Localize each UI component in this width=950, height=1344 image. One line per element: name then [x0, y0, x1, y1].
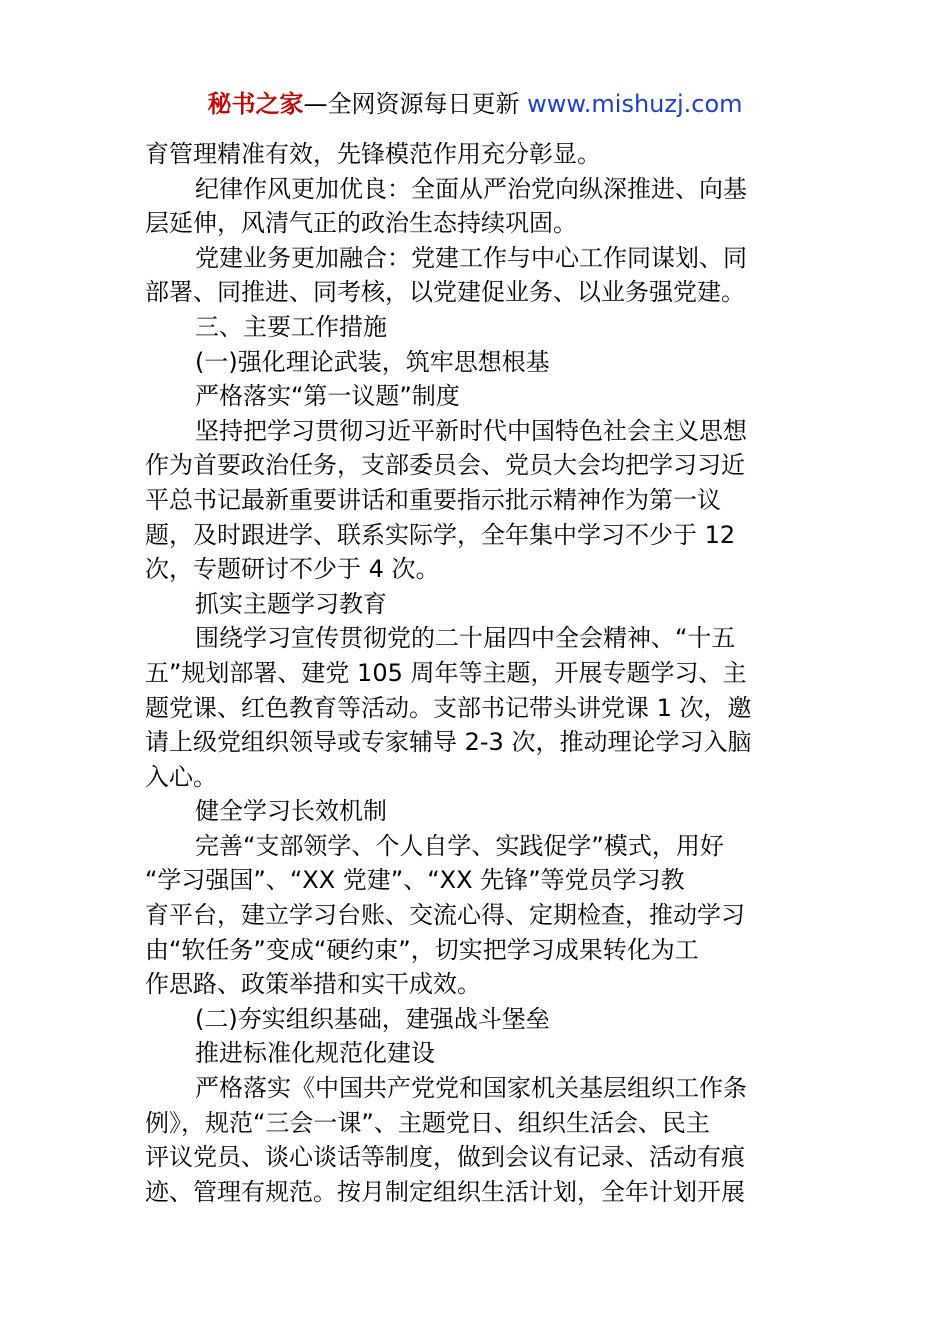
body-text-line: 育平台，建立学习台账、交流心得、定期检查，推动学习 — [145, 901, 745, 930]
body-text-line: 层延伸，风清气正的政治生态持续巩固。 — [145, 209, 577, 238]
body-text-line: 育管理精准有效，先锋模范作用充分彰显。 — [145, 140, 601, 168]
body-text-line: 推进标准化规范化建设 — [195, 1039, 435, 1068]
body-text-line: 题，及时跟进学、联系实际学，全年集中学习不少于 12 — [145, 520, 736, 549]
body-text-line: 完善“支部领学、个人自学、实践促学”模式，用好 — [195, 831, 724, 860]
body-text-line: 围绕学习宣传贯彻党的二十届四中全会精神、“十五 — [195, 624, 736, 653]
body-text-line: 坚持把学习贯彻习近平新时代中国特色社会主义思想 — [195, 416, 747, 445]
body-text-line: 严格落实《中国共产党党和国家机关基层组织工作条 — [195, 1074, 747, 1103]
body-text-line: 例》，规范“三会一课”、主题党日、组织生活会、民主 — [145, 1108, 710, 1137]
body-text-line: 抓实主题学习教育 — [195, 589, 387, 618]
page-header — [0, 88, 950, 120]
body-text-line: 迹、管理有规范。按月制定组织生活计划，全年计划开展 — [145, 1177, 745, 1206]
body-text-line: 题党课、红色教育等活动。支部书记带头讲党课 1 次，邀 — [145, 693, 752, 722]
body-text-line: 部署、同推进、同考核，以党建促业务、以业务强党建。 — [145, 278, 745, 307]
body-text-line: (二)夯实组织基础，建强战斗堡垒 — [195, 1004, 550, 1033]
body-text-line: 严格落实“第一议题”制度 — [195, 382, 460, 411]
body-text-line: “学习强国”、“XX 党建”、“XX 先锋”等党员学习教 — [145, 866, 685, 895]
body-text-line: 平总书记最新重要讲话和重要指示批示精神作为第一议 — [145, 485, 721, 514]
body-text-line: 作为首要政治任务，支部委员会、党员大会均把学习习近 — [145, 451, 745, 480]
body-text-line: (一)强化理论武装，筑牢思想根基 — [195, 347, 550, 376]
body-text-line: 由“软任务”变成“硬约束”，切实把学习成果转化为工 — [145, 935, 699, 964]
body-text-line: 纪律作风更加优良：全面从严治党向纵深推进、向基 — [195, 174, 747, 203]
document-body — [145, 137, 795, 1209]
body-text-line: 党建业务更加融合：党建工作与中心工作同谋划、同 — [195, 243, 747, 272]
header-tagline: —全网资源每日更新 — [303, 90, 528, 118]
body-text-line: 五”规划部署、建党 105 周年等主题，开展专题学习、主 — [145, 658, 747, 687]
body-text-line: 次，专题研讨不少于 4 次。 — [145, 555, 440, 584]
site-url-link[interactable]: www.mishuzj.com — [527, 90, 743, 118]
body-text-line: 评议党员、谈心谈话等制度，做到会议有记录、活动有痕 — [145, 1143, 745, 1172]
brand-name: 秘书之家 — [207, 90, 304, 118]
body-text-line: 入心。 — [145, 762, 217, 791]
body-text-line: 请上级党组织领导或专家辅导 2-3 次，推动理论学习入脑 — [145, 728, 752, 757]
body-text-line: 作思路、政策举措和实干成效。 — [145, 970, 481, 999]
body-text-line: 健全学习长效机制 — [195, 797, 387, 826]
body-text-line: 三、主要工作措施 — [195, 312, 387, 341]
